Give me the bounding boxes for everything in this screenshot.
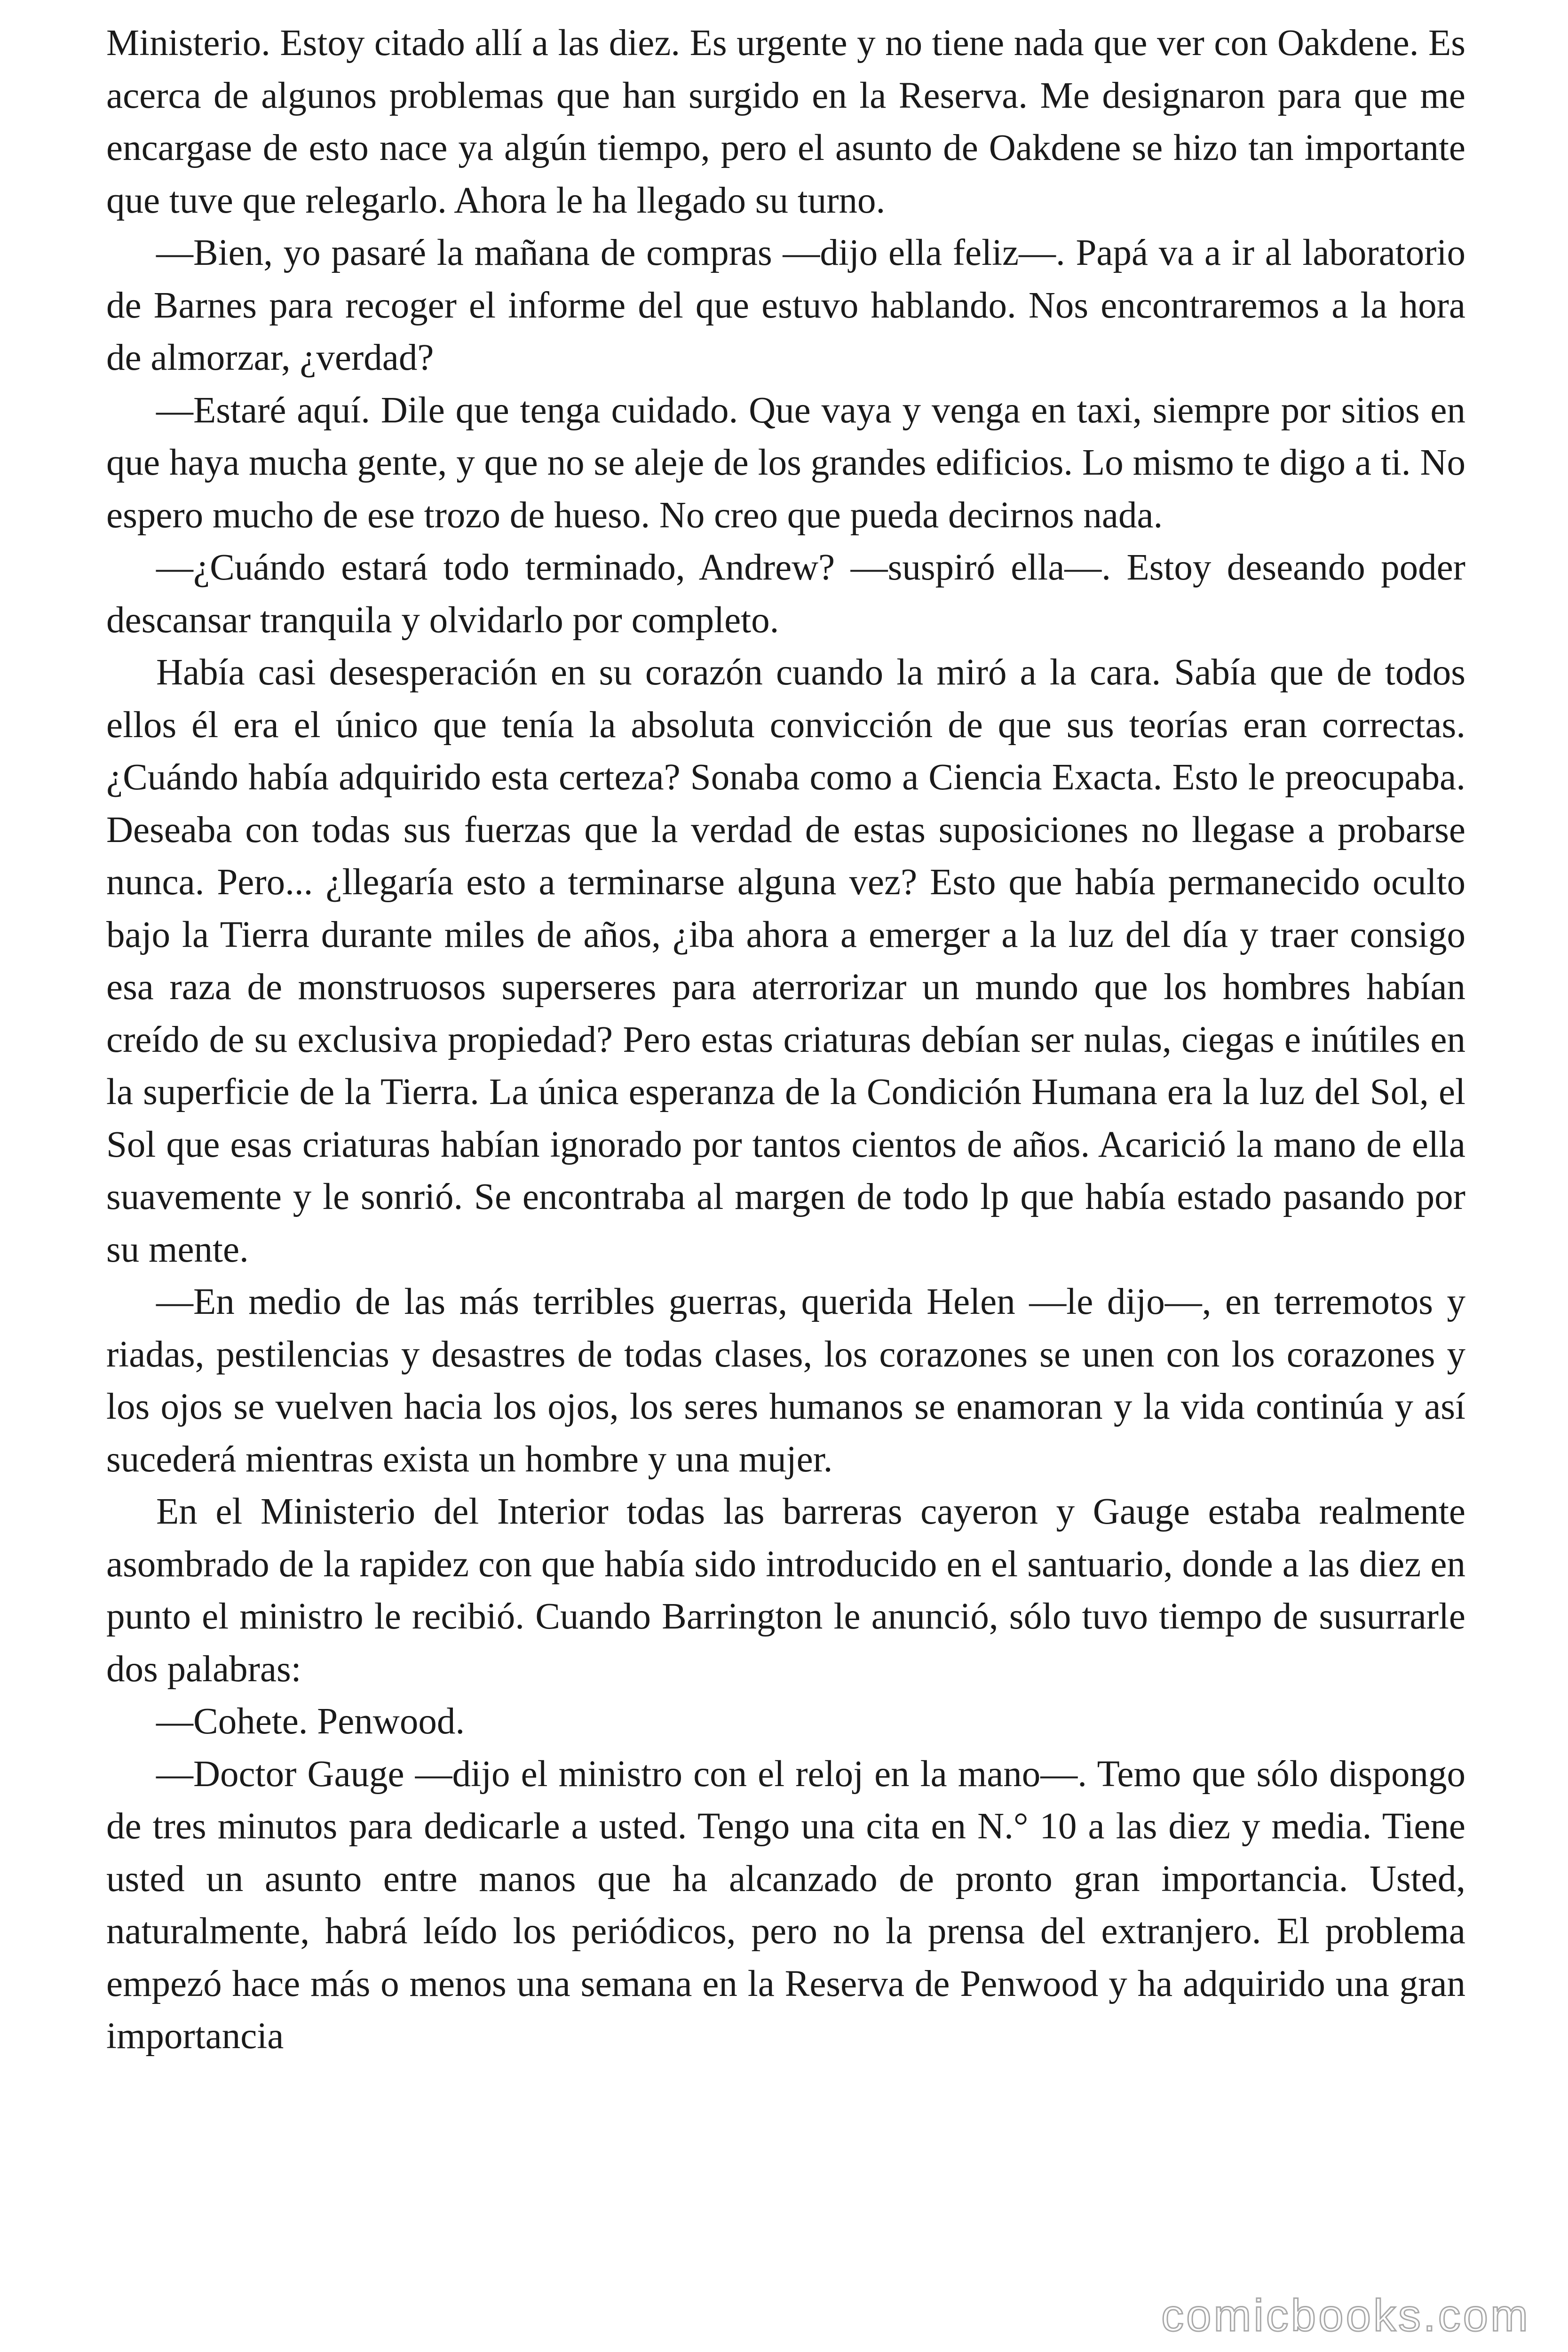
- page-body: [106, 17, 1465, 2312]
- paragraph-5: Había casi desesperación en su corazón cuando la miró a la cara. Sabía que de todos ellos él era el único que tenía la absoluta convicción de que sus teorías eran correctas. ¿Cuándo había adquirido esta certeza? Sonaba como a Ciencia Exacta. Esto le preocupaba. Deseaba con todas sus fuerzas que la verdad de estas suposiciones no llegase a probarse nunca. Pero... ¿llegaría esto a terminarse alguna vez? Esto que había permanecido oculto bajo la Tierra durante miles de años, ¿iba ahora a emerger a la luz del día y traer consigo esa raza de monstruosos superseres para aterrorizar un mundo que los hombres habían creído de su exclusiva propiedad? Pero estas criaturas debían ser nulas, ciegas e inútiles en la superficie de la Tierra. La única esperanza de la Condición Humana era la luz del Sol, el Sol que esas criaturas habían ignorado por tantos cientos de años. Acarició la mano de ella suavemente y le sonrió. Se encontraba al margen de todo lp que había estado pasando por su mente.: [106, 652, 1465, 1270]
- paragraph-3: —Estaré aquí. Dile que tenga cuidado. Que vaya y venga en taxi, siempre por sitios en que haya mucha gente, y que no se aleje de los grandes edificios. Lo mismo te digo a ti. No espero mucho de ese trozo de hueso. No creo que pueda decirnos nada.: [106, 389, 1465, 536]
- paragraph-1: Ministerio. Estoy citado allí a las diez. Es urgente y no tiene nada que ver con Oakdene. Es acerca de algunos problemas que han surgido en la Reserva. Me designaron para que me encargase de esto nace ya algún tiempo, pero el asunto de Oakdene se hizo tan importante que tuve que relegarlo. Ahora le ha llegado su turno.: [106, 23, 1465, 221]
- paragraph-9: —Doctor Gauge —dijo el ministro con el reloj en la mano—. Temo que sólo dispongo de tres minutos para dedicarle a usted. Tengo una cita en N.° 10 a las diez y media. Tiene usted un asunto entre manos que ha alcanzado de pronto gran importancia. Usted, naturalmente, habrá leído los periódicos, pero no la prensa del extranjero. El problema empezó hace más o menos una semana en la Reserva de Penwood y ha adquirido una gran importancia: [106, 1753, 1465, 2057]
- paragraph-7: En el Ministerio del Interior todas las barreras cayeron y Gauge estaba realmente asombrado de la rapidez con que había sido introducido en el santuario, donde a las diez en punto el ministro le recibió. Cuando Barrington le anunció, sólo tuvo tiempo de susurrarle dos palabras:: [106, 1491, 1465, 1690]
- paragraph-4: —¿Cuándo estará todo terminado, Andrew? —suspiró ella—. Estoy deseando poder descansar tranquila y olvidarlo por completo.: [106, 547, 1465, 641]
- paragraph-8: —Cohete. Penwood.: [156, 1701, 465, 1742]
- paragraph-2: —Bien, yo pasaré la mañana de compras —dijo ella feliz—. Papá va a ir al laboratorio de Barnes para recoger el informe del que estuvo hablando. Nos encontraremos a la hora de almorzar, ¿verdad?: [106, 232, 1465, 378]
- watermark: comicbooks.com: [1161, 2290, 1530, 2341]
- paragraph-6: —En medio de las más terribles guerras, querida Helen —le dijo—, en terremotos y riadas, pestilencias y desastres de todas clases, los corazones se unen con los corazones y los ojos se vuelven hacia los ojos, los seres humanos se enamoran y la vida continúa y así sucederá mientras exista un hombre y una mujer.: [106, 1281, 1465, 1480]
